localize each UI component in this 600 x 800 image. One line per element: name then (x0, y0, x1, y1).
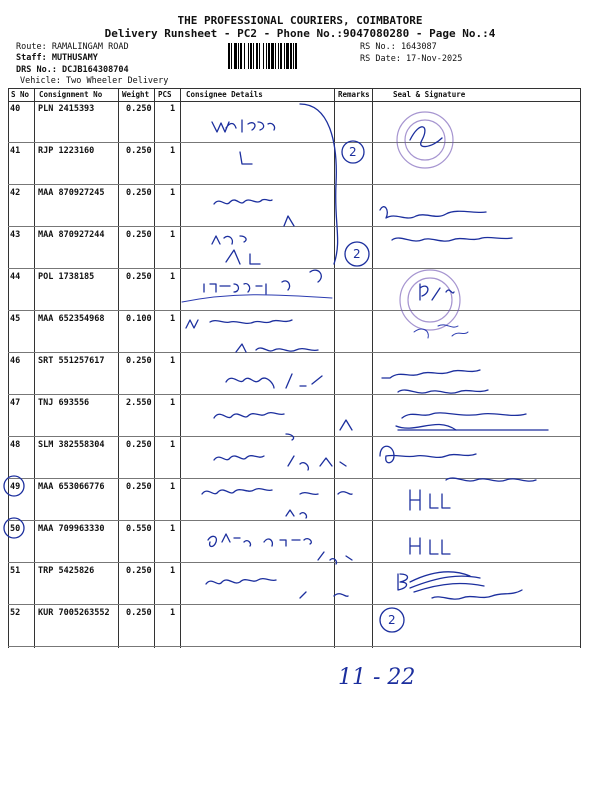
col-sno: S No (11, 90, 30, 99)
row-weight: 0.100 (126, 314, 152, 324)
row-consignment: MAA 653066776 (38, 482, 105, 492)
row-consignment: SLM 382558304 (38, 440, 105, 450)
row-consignment: PLN 2415393 (38, 104, 95, 114)
table-row (8, 436, 580, 479)
table-row (8, 562, 580, 605)
row-sno: 43 (10, 230, 21, 240)
row-consignment: RJP 1223160 (38, 146, 95, 156)
col-remarks: Remarks (338, 90, 370, 99)
table-row (8, 310, 580, 353)
row-pcs: 1 (170, 356, 176, 366)
row-sno: 47 (10, 398, 21, 408)
table-row (8, 184, 580, 227)
table-row (8, 352, 580, 395)
row-sno: 40 (10, 104, 21, 114)
row-weight: 0.250 (126, 104, 152, 114)
row-weight: 0.250 (126, 482, 152, 492)
row-weight: 0.550 (126, 524, 152, 534)
row-sno: 41 (10, 146, 21, 156)
row-sno: 49 (10, 482, 21, 492)
row-pcs: 1 (170, 566, 176, 576)
row-sno: 45 (10, 314, 21, 324)
col-weight: Weight (122, 90, 150, 99)
row-pcs: 1 (170, 230, 176, 240)
row-weight: 0.250 (126, 566, 152, 576)
table-row (8, 520, 580, 563)
rs-date: RS Date: 17-Nov-2025 (360, 54, 463, 64)
row-pcs: 1 (170, 524, 176, 534)
col-pcs: PCS (158, 90, 172, 99)
table-row (8, 142, 580, 185)
col-seal-signature: Seal & Signature (393, 90, 466, 99)
row-weight: 0.250 (126, 356, 152, 366)
row-pcs: 1 (170, 104, 176, 114)
row-weight: 0.250 (126, 146, 152, 156)
row-consignment: KUR 7005263552 (38, 608, 110, 618)
runsheet-subtitle: Delivery Runsheet - PC2 - Phone No.:9047080280 - Page No.:4 (104, 27, 496, 40)
row-pcs: 1 (170, 608, 176, 618)
route-label: Route: RAMALINGAM ROAD (16, 42, 129, 52)
row-consignment: SRT 551257617 (38, 356, 105, 366)
row-sno: 48 (10, 440, 21, 450)
row-weight: 0.250 (126, 188, 152, 198)
row-sno: 46 (10, 356, 21, 366)
table-row (8, 604, 580, 647)
row-weight: 0.250 (126, 272, 152, 282)
row-consignment: POL 1738185 (38, 272, 95, 282)
company-title: THE PROFESSIONAL COURIERS, COIMBATORE (177, 14, 423, 27)
row-sno: 50 (10, 524, 21, 534)
col-consignee: Consignee Details (186, 90, 263, 99)
remark-mark-52: 2 (388, 613, 396, 627)
row-sno: 51 (10, 566, 21, 576)
row-pcs: 1 (170, 398, 176, 408)
remark-mark-43: 2 (353, 247, 361, 261)
row-consignment: MAA 652354968 (38, 314, 105, 324)
row-pcs: 1 (170, 146, 176, 156)
table-row (8, 268, 580, 311)
row-sno: 44 (10, 272, 21, 282)
remark-mark-41: 2 (349, 145, 357, 159)
staff-label: Staff: MUTHUSAMY (16, 53, 98, 63)
footer-count-mark: 11 - 22 (338, 665, 416, 690)
row-consignment: MAA 870927244 (38, 230, 105, 240)
row-consignment: MAA 870927245 (38, 188, 105, 198)
row-pcs: 1 (170, 314, 176, 324)
row-pcs: 1 (170, 440, 176, 450)
drs-label: DRS No.: DCJB164308704 (16, 65, 129, 75)
row-sno: 42 (10, 188, 21, 198)
row-pcs: 1 (170, 482, 176, 492)
row-consignment: TNJ 693556 (38, 398, 90, 408)
table-row (8, 394, 580, 437)
barcode-image (228, 43, 356, 69)
row-pcs: 1 (170, 272, 176, 282)
row-pcs: 1 (170, 188, 176, 198)
row-weight: 0.250 (126, 608, 152, 618)
col-consignment: Consignment No (39, 90, 103, 99)
row-weight: 2.550 (126, 398, 152, 408)
row-consignment: MAA 709963330 (38, 524, 105, 534)
row-consignment: TRP 5425826 (38, 566, 95, 576)
row-weight: 0.250 (126, 230, 152, 240)
table-row (8, 478, 580, 521)
row-sno: 52 (10, 608, 21, 618)
vehicle-label: Vehicle: Two Wheeler Delivery (20, 76, 169, 86)
rs-number: RS No.: 1643087 (360, 42, 437, 52)
row-weight: 0.250 (126, 440, 152, 450)
table-row (8, 100, 580, 143)
table-row (8, 226, 580, 269)
